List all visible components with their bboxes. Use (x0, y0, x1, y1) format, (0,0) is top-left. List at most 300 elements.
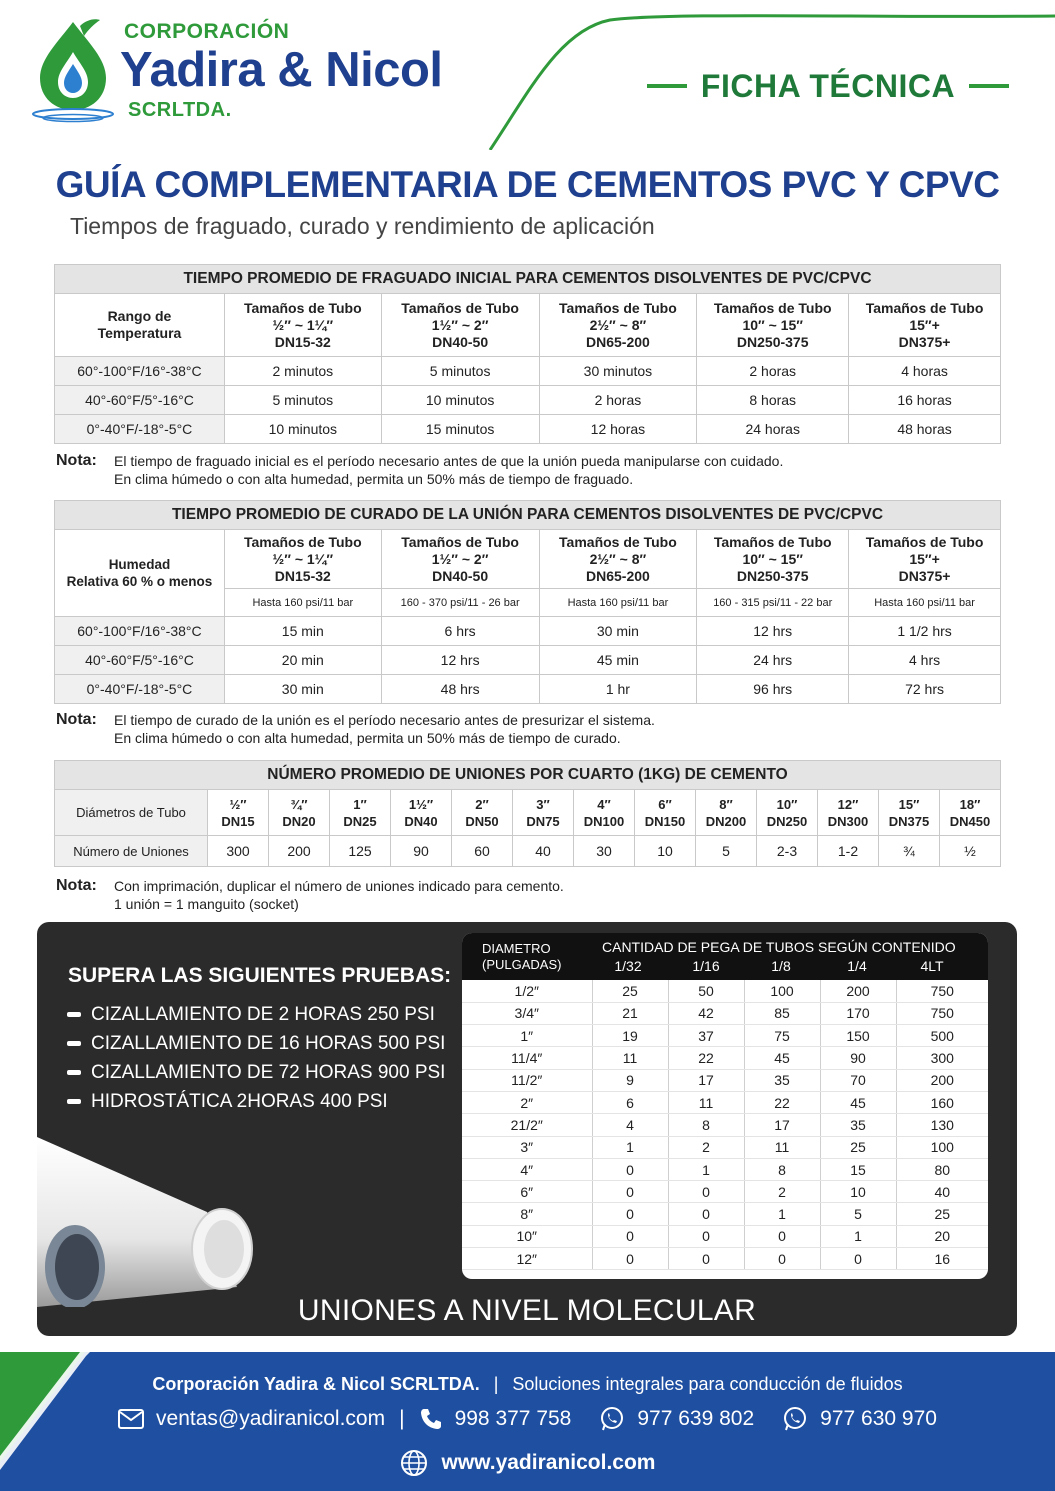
fraguado-col-header (224, 294, 381, 357)
cell: 25 (820, 1136, 896, 1158)
cell: 6 (592, 1091, 668, 1113)
curado-col-header (381, 530, 539, 589)
whatsapp-text[interactable]: 977 639 802 (637, 1407, 755, 1430)
diameter-inch: 10″ (776, 796, 798, 812)
cell: 1 (744, 1203, 820, 1225)
dash-bullet (67, 1041, 81, 1046)
cell: 170 (820, 1002, 896, 1024)
diameter-dn: DN20 (282, 813, 316, 829)
cell: 200 (896, 1069, 988, 1091)
dash-bullet (67, 1070, 81, 1075)
diameter-cell (269, 790, 330, 836)
diameter-inch: ¾″ (290, 796, 308, 812)
cell: 80 (896, 1158, 988, 1180)
cell: 30 min (224, 675, 381, 704)
column-header: 1/16 (692, 958, 720, 974)
table-row (55, 357, 1001, 386)
cell: 1 hr (539, 675, 697, 704)
uniones-caption: NÚMERO PROMEDIO DE UNIONES POR CUARTO (1KG) DE CEMENTO (55, 761, 1001, 790)
curado-caption: TIEMPO PROMEDIO DE CURADO DE LA UNIÓN PARA CEMENTOS DISOLVENTES DE PVC/CPVC (55, 501, 1001, 530)
header-line: ½″ ~ 1¼″ (272, 316, 334, 333)
note-line: 1 unión = 1 manguito (socket) (114, 896, 299, 912)
cell: 16 (896, 1248, 988, 1270)
cell: 1 1/2 hrs (849, 617, 1001, 646)
row-label: 40°-60°F/5°-16°C (55, 386, 225, 415)
test-text: HIDROSTÁTICA 2HORAS 400 PSI (91, 1090, 388, 1112)
row-label: 0°-40°F/-18°-5°C (55, 415, 225, 444)
diameter-dn: DN40 (404, 813, 438, 829)
header-line: 15″+ (909, 550, 940, 567)
diameter-cell: 3″ (462, 1136, 592, 1158)
diameter-cell: 4″ (462, 1158, 592, 1180)
cell: 48 horas (849, 415, 1001, 444)
diameter-dn: DN150 (644, 813, 686, 829)
cell: ½ (940, 836, 1001, 867)
header-line: Tamaños de Tubo (713, 533, 832, 550)
cell: 96 hrs (697, 675, 849, 704)
header-line: DN15-32 (274, 333, 331, 350)
cell: 11 (592, 1047, 668, 1069)
header-line: (PULGADAS) (482, 957, 562, 972)
email-text[interactable]: ventas@yadiranicol.com (156, 1407, 386, 1430)
header-line: 10″ ~ 15″ (742, 550, 803, 567)
pressure-cell: Hasta 160 psi/11 bar (539, 589, 697, 617)
brand-name: Yadira & Nicol (120, 43, 443, 97)
cell: 9 (592, 1069, 668, 1091)
curado-col-header (224, 530, 381, 589)
cell: 42 (668, 1002, 744, 1024)
note-label: Nota: (56, 452, 97, 469)
email-contact[interactable] (118, 1407, 385, 1431)
header-line: Tamaños de Tubo (713, 299, 832, 316)
header-line: Rango de (107, 308, 172, 324)
ficha-text: FICHA TÉCNICA (700, 67, 956, 104)
diameter-inch: 3″ (536, 796, 550, 812)
table-row (462, 1069, 988, 1091)
header-line: Temperatura (97, 325, 182, 341)
cell: 25 (592, 980, 668, 1002)
cell: 10 (820, 1181, 896, 1203)
cell: 25 (896, 1203, 988, 1225)
diameter-dn: DN50 (465, 813, 499, 829)
cell: 0 (668, 1203, 744, 1225)
header-line: Tamaños de Tubo (401, 299, 519, 316)
diameter-inch: 1½″ (408, 796, 434, 812)
note-line: El tiempo de fraguado inicial es el período necesario antes de que la unión pueda manipularse con cuidado. (114, 453, 784, 469)
row-label: 60°-100°F/16°-38°C (55, 357, 225, 386)
diameter-cell: 21/2″ (462, 1114, 592, 1136)
table-row (462, 1047, 988, 1069)
cantidad-title: CANTIDAD DE PEGA DE TUBOS SEGÚN CONTENIDO (602, 939, 956, 955)
brand-top: CORPORACIÓN (124, 20, 290, 43)
curado-col-header (849, 530, 1001, 589)
header-line: DN40-50 (432, 333, 489, 350)
diameter-inch: 1″ (353, 796, 367, 812)
table-row (55, 675, 1001, 704)
cell: 45 (744, 1047, 820, 1069)
header-line: DN40-50 (432, 567, 489, 584)
separator: | (399, 1407, 405, 1430)
cell: 6 hrs (381, 617, 539, 646)
cell: 100 (896, 1136, 988, 1158)
table-row (462, 1002, 988, 1024)
dash-bullet (67, 1012, 81, 1017)
cell: 4 (592, 1114, 668, 1136)
cell: 40 (513, 836, 574, 867)
header-line: Tamaños de Tubo (401, 533, 519, 550)
whatsapp-contact-2[interactable] (782, 1406, 937, 1432)
fraguado-col-header (849, 294, 1001, 357)
cell: 0 (668, 1181, 744, 1203)
list-item (67, 1000, 445, 1029)
note-line: Con imprimación, duplicar el número de uniones indicado para cemento. (114, 878, 564, 894)
cell: 15 minutos (381, 415, 539, 444)
curado-col-header (697, 530, 849, 589)
header-line: DIAMETRO (482, 941, 551, 956)
diameter-dn: DN15 (221, 813, 255, 829)
cell: 50 (668, 980, 744, 1002)
cantidad-body (462, 980, 988, 1270)
header-line: 15″+ (909, 316, 940, 333)
cell: 75 (744, 1025, 820, 1047)
diameter-cell (452, 790, 513, 836)
header-line: 1½″ ~ 2″ (431, 316, 489, 333)
pressure-cell: 160 - 315 psi/11 - 22 bar (697, 589, 849, 617)
table-row (462, 1158, 988, 1180)
logo-drop-icon (28, 14, 118, 124)
cantidad-header (462, 933, 988, 980)
cell: 22 (744, 1091, 820, 1113)
header-line: Tamaños de Tubo (865, 299, 984, 316)
diameter-inch: 4″ (597, 796, 611, 812)
header-line: Humedad (108, 557, 171, 572)
cell: 21 (592, 1002, 668, 1024)
header-line: DN250-375 (736, 333, 809, 350)
phone-contact[interactable] (419, 1407, 572, 1431)
cell: 750 (896, 980, 988, 1002)
curado-note (56, 711, 655, 747)
diameter-cell: 2″ (462, 1091, 592, 1113)
diameter-dn: DN250 (766, 813, 808, 829)
column-header: 1/4 (847, 958, 867, 974)
curado-col-header (539, 530, 697, 589)
cell: 30 minutos (539, 357, 697, 386)
header-line: DN65-200 (586, 333, 650, 350)
cell: 12 hrs (697, 617, 849, 646)
diameter-inch: 18″ (959, 796, 981, 812)
diameter-cell: 12″ (462, 1248, 592, 1270)
cell: 22 (668, 1047, 744, 1069)
pvc-pipe-image (37, 1117, 297, 1307)
whatsapp-contact-1[interactable] (599, 1406, 754, 1432)
header-line: 1½″ ~ 2″ (431, 550, 489, 567)
cell: 200 (269, 836, 330, 867)
cell: 0 (592, 1158, 668, 1180)
diameter-cell (391, 790, 452, 836)
table-row (55, 386, 1001, 415)
table-row (462, 1203, 988, 1225)
cell: 2 minutos (224, 357, 381, 386)
row-label: 40°-60°F/5°-16°C (55, 646, 225, 675)
table-row (462, 1114, 988, 1136)
diameter-cell: 8″ (462, 1203, 592, 1225)
note-line: En clima húmedo o con alta humedad, permita un 50% más de tiempo de curado. (114, 730, 621, 746)
cell: 0 (592, 1248, 668, 1270)
pressure-cell: 160 - 370 psi/11 - 26 bar (381, 589, 539, 617)
cell: 10 (635, 836, 696, 867)
table-row (462, 1025, 988, 1047)
pressure-cell: Hasta 160 psi/11 bar (849, 589, 1001, 617)
tests-list (67, 1000, 445, 1116)
page-subtitle: Tiempos de fraguado, curado y rendimiento de aplicación (70, 213, 655, 239)
header-line: Relativa 60 % o menos (66, 574, 213, 589)
diameter-cell: 6″ (462, 1181, 592, 1203)
cell: 72 hrs (849, 675, 1001, 704)
cell: 11 (668, 1091, 744, 1113)
header-line: Tamaños de Tubo (243, 533, 362, 550)
cell: 0 (668, 1248, 744, 1270)
mail-icon (118, 1409, 144, 1429)
diameter-cell (696, 790, 757, 836)
diameter-inch: 15″ (898, 796, 920, 812)
cell: 8 horas (697, 386, 849, 415)
uniones-note (56, 877, 564, 913)
cell: 125 (330, 836, 391, 867)
list-item (67, 1087, 445, 1116)
table-row (462, 1091, 988, 1113)
diameter-cell (940, 790, 1001, 836)
fraguado-col-header (381, 294, 539, 357)
cell: 150 (820, 1025, 896, 1047)
diameter-dn: DN25 (343, 813, 377, 829)
cell: 0 (744, 1225, 820, 1247)
cell: 2 horas (697, 357, 849, 386)
list-item (67, 1058, 445, 1087)
diameter-cell (818, 790, 879, 836)
footer-web[interactable] (0, 1449, 1055, 1477)
cell: 20 min (224, 646, 381, 675)
diameter-inch: 6″ (658, 796, 672, 812)
cell: 35 (820, 1114, 896, 1136)
diameter-cell: 1″ (462, 1025, 592, 1047)
cell: 100 (744, 980, 820, 1002)
cell: 4 hrs (849, 646, 1001, 675)
cell: 12 hrs (381, 646, 539, 675)
cell: 17 (744, 1114, 820, 1136)
header-line: 10″ ~ 15″ (742, 316, 803, 333)
cell: 70 (820, 1069, 896, 1091)
header-line: DN375+ (898, 567, 951, 584)
header-line: Tamaños de Tubo (559, 533, 677, 550)
diameter-cell (208, 790, 269, 836)
whatsapp-icon (599, 1406, 625, 1432)
header-line: DN15-32 (274, 567, 331, 584)
diameter-cell (574, 790, 635, 836)
diameter-cell: 3/4″ (462, 1002, 592, 1024)
cell: 2 horas (539, 386, 697, 415)
table-row (462, 980, 988, 1002)
whatsapp-icon (782, 1406, 808, 1432)
fraguado-table (54, 264, 1001, 444)
dash-left (647, 84, 687, 88)
cell: 8 (744, 1158, 820, 1180)
footer (0, 1352, 1055, 1491)
diameter-inch: ½″ (229, 796, 247, 812)
table-row (462, 1225, 988, 1247)
diameter-dn: DN75 (526, 813, 560, 829)
header-line: DN65-200 (586, 567, 650, 584)
website-link[interactable]: www.yadiranicol.com (441, 1451, 656, 1474)
dash-bullet (67, 1099, 81, 1104)
diameter-dn: DN200 (705, 813, 747, 829)
row-label: Número de Uniones (55, 836, 208, 867)
cell: 0 (744, 1248, 820, 1270)
note-line: En clima húmedo o con alta humedad, permita un 50% más de tiempo de fraguado. (114, 471, 634, 487)
column-header: 1/8 (771, 958, 791, 974)
diameter-cell (757, 790, 818, 836)
cell: ¾ (879, 836, 940, 867)
cell: 1-2 (818, 836, 879, 867)
header-line: DN375+ (898, 333, 951, 350)
cell: 0 (592, 1181, 668, 1203)
test-text: CIZALLAMIENTO DE 16 HORAS 500 PSI (91, 1032, 446, 1054)
cell: 0 (592, 1225, 668, 1247)
diameter-header (482, 941, 561, 973)
header (0, 0, 1055, 150)
cell: 2 (668, 1136, 744, 1158)
cell: 60 (452, 836, 513, 867)
fraguado-col-header (539, 294, 697, 357)
cell: 5 (696, 836, 757, 867)
phone-text[interactable]: 998 377 758 (454, 1407, 572, 1430)
diameter-inch: 2″ (475, 796, 489, 812)
diameter-cell: 11/2″ (462, 1069, 592, 1091)
cell: 24 hrs (697, 646, 849, 675)
cell: 1 (592, 1136, 668, 1158)
tests-title: SUPERA LAS SIGUIENTES PRUEBAS: (68, 964, 452, 987)
fraguado-col-header (697, 294, 849, 357)
uniones-table (54, 760, 1001, 867)
table-row (55, 617, 1001, 646)
cell: 10 minutos (224, 415, 381, 444)
cell: 15 min (224, 617, 381, 646)
header-line: 2½″ ~ 8″ (589, 550, 647, 567)
cantidad-table (462, 933, 988, 1279)
cell: 300 (896, 1047, 988, 1069)
pressure-cell: Hasta 160 psi/11 bar (224, 589, 381, 617)
cell: 4 horas (849, 357, 1001, 386)
footer-slogan: Soluciones integrales para conducción de fluidos (512, 1374, 903, 1394)
phone-icon (419, 1407, 443, 1431)
cell: 0 (820, 1248, 896, 1270)
cell: 130 (896, 1114, 988, 1136)
diameter-dn: DN300 (827, 813, 869, 829)
cell: 11 (744, 1136, 820, 1158)
cell: 2-3 (757, 836, 818, 867)
table-row (55, 646, 1001, 675)
cell: 30 min (539, 617, 697, 646)
cell: 750 (896, 1002, 988, 1024)
cell: 10 minutos (381, 386, 539, 415)
cell: 40 (896, 1181, 988, 1203)
cell: 500 (896, 1025, 988, 1047)
dash-right (969, 84, 1009, 88)
fraguado-first-header (55, 294, 225, 357)
molecular-tagline: UNIONES A NIVEL MOLECULAR (297, 1294, 757, 1327)
diameter-dn: DN375 (888, 813, 930, 829)
cell: 160 (896, 1091, 988, 1113)
cell: 5 minutos (224, 386, 381, 415)
table-row (55, 836, 1001, 867)
cell: 5 minutos (381, 357, 539, 386)
row-label: 60°-100°F/16°-38°C (55, 617, 225, 646)
cell: 1 (820, 1225, 896, 1247)
diameter-cell (879, 790, 940, 836)
column-header: 1/32 (614, 958, 642, 974)
table-row (462, 1248, 988, 1270)
cell: 12 horas (539, 415, 697, 444)
cell: 17 (668, 1069, 744, 1091)
cell: 90 (391, 836, 452, 867)
header-line: Tamaños de Tubo (865, 533, 984, 550)
cell: 2 (744, 1181, 820, 1203)
row-label: Diámetros de Tubo (55, 790, 208, 836)
diameter-inch: 8″ (719, 796, 733, 812)
cell: 90 (820, 1047, 896, 1069)
diameter-cell: 1/2″ (462, 980, 592, 1002)
list-item (67, 1029, 445, 1058)
curado-first-header (55, 530, 225, 617)
page-title: GUÍA COMPLEMENTARIA DE CEMENTOS PVC Y CPVC (55, 164, 1000, 205)
ficha-tecnica-label (636, 66, 1020, 106)
header-line: Tamaños de Tubo (243, 299, 362, 316)
column-header: 4LT (920, 958, 944, 974)
separator: | (493, 1374, 499, 1394)
note-label: Nota: (56, 877, 97, 894)
globe-icon (400, 1449, 428, 1477)
cell: 1 (668, 1158, 744, 1180)
cell: 16 horas (849, 386, 1001, 415)
test-text: CIZALLAMIENTO DE 72 HORAS 900 PSI (91, 1061, 446, 1083)
cell: 48 hrs (381, 675, 539, 704)
whatsapp-text[interactable]: 977 630 970 (820, 1407, 937, 1430)
cell: 85 (744, 1002, 820, 1024)
curado-table (54, 500, 1001, 704)
cell: 30 (574, 836, 635, 867)
cell: 5 (820, 1203, 896, 1225)
footer-company: Corporación Yadira & Nicol SCRLTDA. (152, 1374, 480, 1394)
header-line: 2½″ ~ 8″ (589, 316, 647, 333)
header-line: Tamaños de Tubo (559, 299, 677, 316)
cell: 0 (592, 1203, 668, 1225)
cell: 300 (208, 836, 269, 867)
diameter-inch: 12″ (837, 796, 859, 812)
cell: 35 (744, 1069, 820, 1091)
cell: 0 (668, 1225, 744, 1247)
cell: 200 (820, 980, 896, 1002)
diameter-cell (635, 790, 696, 836)
fraguado-caption: TIEMPO PROMEDIO DE FRAGUADO INICIAL PARA CEMENTOS DISOLVENTES DE PVC/CPVC (55, 265, 1001, 294)
cell: 20 (896, 1225, 988, 1247)
tests-panel (37, 922, 1017, 1336)
note-label: Nota: (56, 711, 97, 728)
table-row (55, 415, 1001, 444)
diameter-cell: 11/4″ (462, 1047, 592, 1069)
footer-contacts (0, 1406, 1055, 1432)
cell: 24 horas (697, 415, 849, 444)
diameter-dn: DN450 (949, 813, 991, 829)
cell: 37 (668, 1025, 744, 1047)
